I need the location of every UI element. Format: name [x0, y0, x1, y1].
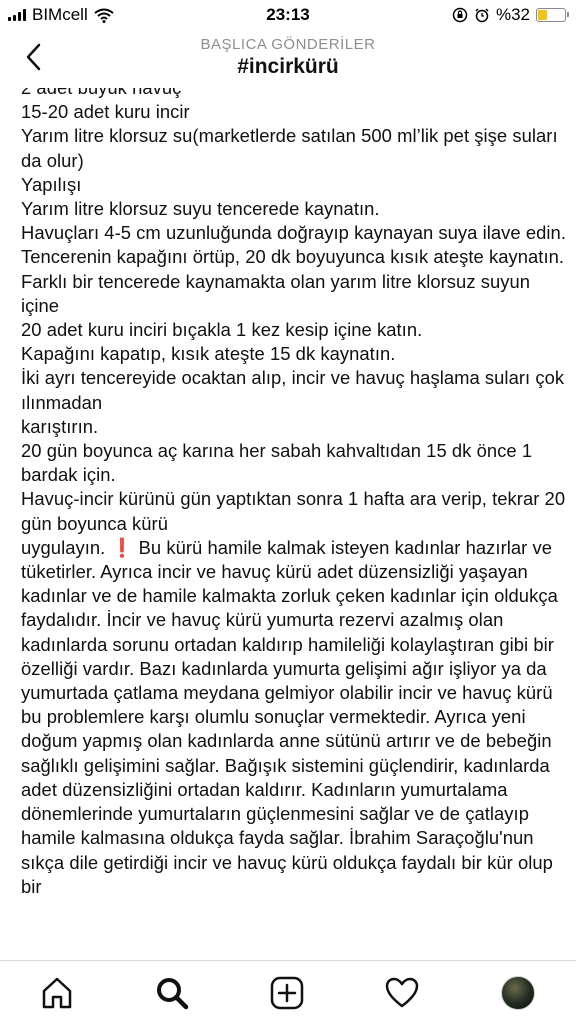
alarm-icon [474, 7, 490, 23]
tab-search[interactable] [152, 973, 192, 1013]
caption-line: Kapağını kapatıp, kısık ateşte 15 dk kaynatın. [21, 343, 396, 365]
tab-activity[interactable] [382, 973, 422, 1013]
header-subtitle: BAŞLICA GÖNDERİLER [200, 36, 376, 53]
caption-paragraph: uygulayın. ❗ Bu kürü hamile kalmak isteyen kadınlar hazırlar ve tüketirler. Ayrıca incir ve havuç kürü adet düzensizliği yaşayan kadınlar ve de hamile kalmakta zorluk çeken kadınlar için oldukça faydalıdır. İncir ve havuç kürü yumurta rezervi azalmış olan kadınlarda sorunu ortadan kaldırıp hamileliği kolaylaştıran gibi bir özelliği vardır. Bazı kadınlarda yumurta gelişimi ağır işliyor ya da yumurtada çatlama meydana gelmiyor olabilir incir ve havuç kürü bu problemlere karşı olumlu sonuçlar vermektedir. Ayrıca yeni doğum yapmış olan kadınlarda anne sütünü artırır ve de bebeğin sağlıklı gelişimini sağlar. Bağışık sistemini güçlendirir, kadınlarda adet düzensizliğini ortadan kaldırır. Kadınların yumurtalama dönemlerinde yumurtaların güçlenmesini sağlar ve de çatlayıp hamile kalmasına oldukça fayda sağlar. İbrahim Saraçoğlu'nun sıkça dile getirdiği incir ve havuç kürü oldukça faydalı bir kür olup bir [21, 536, 558, 897]
caption-line: Yapılışı [21, 173, 82, 195]
orientation-lock-icon [452, 7, 468, 23]
caption-line: Havuç-incir kürünü gün yaptıktan sonra 1 hafta ara verip, tekrar 20 gün boyunca kürü [21, 488, 566, 534]
status-time: 23:13 [266, 5, 310, 24]
post-caption [21, 76, 567, 960]
carrier-name: BIMcell [32, 5, 88, 24]
battery-fill [538, 10, 547, 20]
caption-line: Yarım litre klorsuz su(marketlerde satılan 500 ml’lik pet şişe suları da olur) [21, 125, 558, 171]
caption-line: Tencerenin kapağını örtüp, 20 dk boyuyunca kısık ateşte kaynatın. [21, 246, 565, 268]
activity-heart-icon [384, 975, 420, 1011]
bottom-tab-bar [0, 960, 576, 1025]
caption-line: 20 adet kuru inciri bıçakla 1 kez kesip içine katın. [21, 319, 423, 341]
status-right [452, 5, 566, 25]
caption-line: Yarım litre klorsuz suyu tencerede kaynatın. [21, 198, 380, 220]
caption-line: 15-20 adet kuru incir [21, 101, 190, 123]
caption-line: Havuçları 4-5 cm uzunluğunda doğrayıp kaynayan suya ilave edin. [21, 222, 566, 244]
tab-profile[interactable] [498, 973, 538, 1013]
profile-avatar [501, 976, 535, 1010]
tab-new-post[interactable] [267, 973, 307, 1013]
caption-line: karıştırın. [21, 415, 99, 437]
battery-percent: %32 [495, 5, 530, 24]
search-icon [154, 975, 190, 1011]
home-icon [39, 975, 75, 1011]
caption-line: 20 gün boyunca aç karına her sabah kahvaltıdan 15 dk önce 1 bardak için. [21, 440, 533, 486]
battery-icon [536, 8, 566, 22]
caption-line: Farklı bir tencerede kaynamakta olan yarım litre klorsuz suyun içine [21, 270, 531, 316]
new-post-icon [269, 975, 305, 1011]
status-bar [0, 0, 576, 30]
page-title: #incirkürü [237, 55, 339, 78]
caption-line: İki ayrı tencereyide ocaktan alıp, incir ve havuç haşlama suları çok ılınmadan [21, 367, 565, 413]
tab-home[interactable] [37, 973, 77, 1013]
page-header [0, 30, 576, 88]
